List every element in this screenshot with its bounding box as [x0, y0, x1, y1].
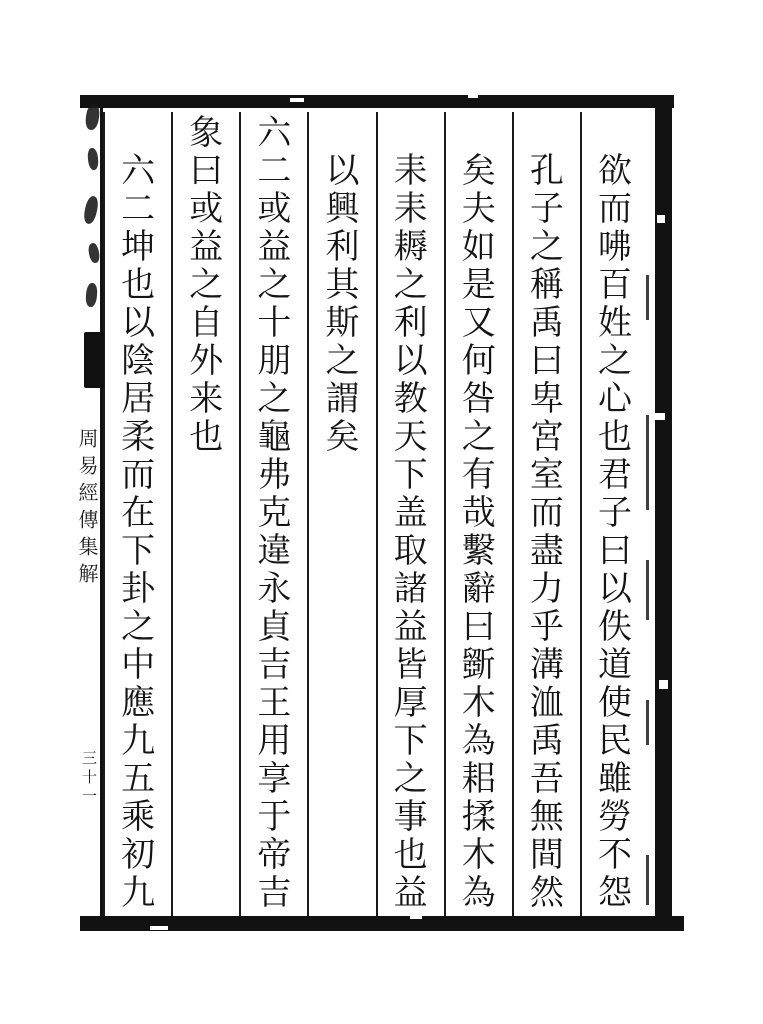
han-glyph: 又 [461, 303, 496, 343]
han-glyph: 六 [257, 113, 292, 153]
han-glyph: 興 [325, 189, 360, 229]
han-glyph: 咈 [597, 227, 632, 267]
han-glyph: 雖 [597, 759, 632, 799]
text-column [512, 112, 580, 916]
han-glyph: 二 [121, 189, 156, 229]
han-glyph: 哉 [461, 493, 496, 533]
han-glyph: 何 [461, 341, 496, 381]
han-glyph: 下 [393, 721, 428, 761]
han-glyph: 木 [461, 835, 496, 875]
han-glyph: 中 [121, 645, 156, 685]
han-glyph: 益 [257, 227, 292, 267]
han-glyph: 之 [257, 379, 292, 419]
han-glyph: 耨 [393, 227, 428, 267]
han-glyph: 乎 [529, 607, 564, 647]
han-glyph: 無 [529, 797, 564, 837]
text-column [239, 112, 307, 916]
folio-number: 三十一 [80, 750, 98, 807]
han-glyph: 謂 [325, 379, 360, 419]
han-glyph: 龜 [257, 417, 292, 457]
text-column [444, 112, 512, 916]
han-glyph: 禹 [529, 721, 564, 761]
han-glyph: 之 [393, 759, 428, 799]
han-glyph: 卦 [121, 569, 156, 609]
han-glyph: 道 [597, 645, 632, 685]
han-glyph: 矣 [461, 151, 496, 191]
han-glyph: 永 [257, 569, 292, 609]
han-glyph: 曰 [461, 607, 496, 647]
han-glyph: 吾 [529, 759, 564, 799]
border-wear-mark [468, 95, 478, 98]
han-glyph: 享 [257, 759, 292, 799]
han-glyph: 九 [121, 721, 156, 761]
han-glyph: 或 [257, 189, 292, 229]
han-glyph: 君 [597, 455, 632, 495]
han-glyph: 卑 [529, 379, 564, 419]
spine-black-bar [84, 332, 104, 388]
text-column [171, 112, 239, 916]
han-glyph: 矣 [325, 417, 360, 457]
han-glyph: 九 [121, 873, 156, 913]
han-glyph: 之 [529, 227, 564, 267]
han-glyph: 利 [325, 227, 360, 267]
han-glyph: 居 [121, 379, 156, 419]
han-glyph: 為 [461, 721, 496, 761]
han-glyph: 于 [257, 797, 292, 837]
text-column [103, 112, 171, 916]
han-glyph: 諸 [393, 569, 428, 609]
han-glyph: 繫 [461, 531, 496, 571]
han-glyph: 下 [121, 531, 156, 571]
text-column [307, 112, 375, 916]
han-glyph: 為 [461, 873, 496, 913]
han-glyph: 曰 [597, 531, 632, 571]
border-wear-mark [659, 680, 668, 689]
han-glyph: 也 [121, 265, 156, 305]
han-glyph: 耒 [393, 189, 428, 229]
han-glyph: 之 [597, 341, 632, 381]
han-glyph: 溝 [529, 645, 564, 685]
han-glyph: 以 [393, 341, 428, 381]
border-wear-mark [657, 215, 665, 223]
han-glyph: 六 [121, 151, 156, 191]
han-glyph: 或 [189, 189, 224, 229]
han-glyph: 民 [597, 721, 632, 761]
han-glyph: 厚 [393, 683, 428, 723]
han-glyph: 之 [325, 341, 360, 381]
han-glyph: 斯 [325, 303, 360, 343]
han-glyph: 之 [461, 417, 496, 457]
han-glyph: 子 [529, 189, 564, 229]
han-glyph: 教 [393, 379, 428, 419]
han-glyph: 貞 [257, 607, 292, 647]
han-glyph: 使 [597, 683, 632, 723]
page-border-bottom [80, 916, 684, 931]
han-glyph: 盡 [529, 531, 564, 571]
han-glyph: 佚 [597, 607, 632, 647]
han-glyph: 初 [121, 835, 156, 875]
han-glyph: 也 [597, 417, 632, 457]
han-glyph: 二 [257, 151, 292, 191]
han-glyph: 稱 [529, 265, 564, 305]
han-glyph: 柔 [121, 417, 156, 457]
ink-smudge [82, 195, 100, 225]
han-glyph: 夫 [461, 189, 496, 229]
han-glyph: 克 [257, 493, 292, 533]
han-glyph: 取 [393, 531, 428, 571]
han-glyph: 欲 [597, 151, 632, 191]
ink-smudge [87, 242, 100, 263]
han-glyph: 益 [189, 227, 224, 267]
border-wear-mark [410, 916, 422, 919]
han-glyph: 是 [461, 265, 496, 305]
han-glyph: 也 [189, 417, 224, 457]
text-columns [103, 112, 648, 916]
han-glyph: 咎 [461, 379, 496, 419]
han-glyph: 耒 [393, 151, 428, 191]
han-glyph: 天 [393, 417, 428, 457]
ink-smudge [87, 148, 99, 171]
han-glyph: 而 [121, 455, 156, 495]
han-glyph: 而 [597, 189, 632, 229]
page-border-right [655, 95, 672, 931]
text-column [376, 112, 444, 916]
han-glyph: 吉 [257, 645, 292, 685]
han-glyph: 在 [121, 493, 156, 533]
han-glyph: 怨 [597, 873, 632, 913]
han-glyph: 益 [393, 607, 428, 647]
han-glyph: 王 [257, 683, 292, 723]
han-glyph: 五 [121, 759, 156, 799]
han-glyph: 應 [121, 683, 156, 723]
han-glyph: 也 [393, 835, 428, 875]
han-glyph: 曰 [529, 341, 564, 381]
border-wear-mark [150, 926, 168, 930]
han-glyph: 如 [461, 227, 496, 267]
border-wear-mark [290, 98, 304, 102]
han-glyph: 子 [597, 493, 632, 533]
han-glyph: 孔 [529, 151, 564, 191]
han-glyph: 木 [461, 683, 496, 723]
han-glyph: 曰 [189, 151, 224, 191]
han-glyph: 皆 [393, 645, 428, 685]
han-glyph: 朋 [257, 341, 292, 381]
han-glyph: 帝 [257, 835, 292, 875]
han-glyph: 揉 [461, 797, 496, 837]
han-glyph: 来 [189, 379, 224, 419]
han-glyph: 十 [257, 303, 292, 343]
han-glyph: 洫 [529, 683, 564, 723]
han-glyph: 其 [325, 265, 360, 305]
han-glyph: 之 [121, 607, 156, 647]
han-glyph: 姓 [597, 303, 632, 343]
han-glyph: 力 [529, 569, 564, 609]
han-glyph: 之 [393, 265, 428, 305]
han-glyph: 宮 [529, 417, 564, 457]
han-glyph: 辭 [461, 569, 496, 609]
han-glyph: 利 [393, 303, 428, 343]
han-glyph: 不 [597, 835, 632, 875]
han-glyph: 而 [529, 493, 564, 533]
page-border-top [80, 95, 674, 108]
han-glyph: 心 [597, 379, 632, 419]
han-glyph: 室 [529, 455, 564, 495]
han-glyph: 以 [325, 151, 360, 191]
han-glyph: 以 [597, 569, 632, 609]
han-glyph: 陰 [121, 341, 156, 381]
ink-smudge [85, 283, 98, 308]
han-glyph: 外 [189, 341, 224, 381]
han-glyph: 斵 [461, 645, 496, 685]
han-glyph: 弗 [257, 455, 292, 495]
han-glyph: 事 [393, 797, 428, 837]
han-glyph: 然 [529, 873, 564, 913]
han-glyph: 益 [393, 873, 428, 913]
han-glyph: 勞 [597, 797, 632, 837]
han-glyph: 以 [121, 303, 156, 343]
han-glyph: 下 [393, 455, 428, 495]
han-glyph: 盖 [393, 493, 428, 533]
han-glyph: 百 [597, 265, 632, 305]
border-wear-mark [655, 413, 665, 420]
han-glyph: 禹 [529, 303, 564, 343]
han-glyph: 自 [189, 303, 224, 343]
han-glyph: 坤 [121, 227, 156, 267]
han-glyph: 用 [257, 721, 292, 761]
han-glyph: 象 [189, 113, 224, 153]
han-glyph: 吉 [257, 873, 292, 913]
spine-title: 周易經傳集解 [75, 428, 99, 590]
han-glyph: 耜 [461, 759, 496, 799]
han-glyph: 之 [189, 265, 224, 305]
han-glyph: 有 [461, 455, 496, 495]
han-glyph: 乘 [121, 797, 156, 837]
han-glyph: 之 [257, 265, 292, 305]
han-glyph: 間 [529, 835, 564, 875]
han-glyph: 違 [257, 531, 292, 571]
text-column [580, 112, 648, 916]
